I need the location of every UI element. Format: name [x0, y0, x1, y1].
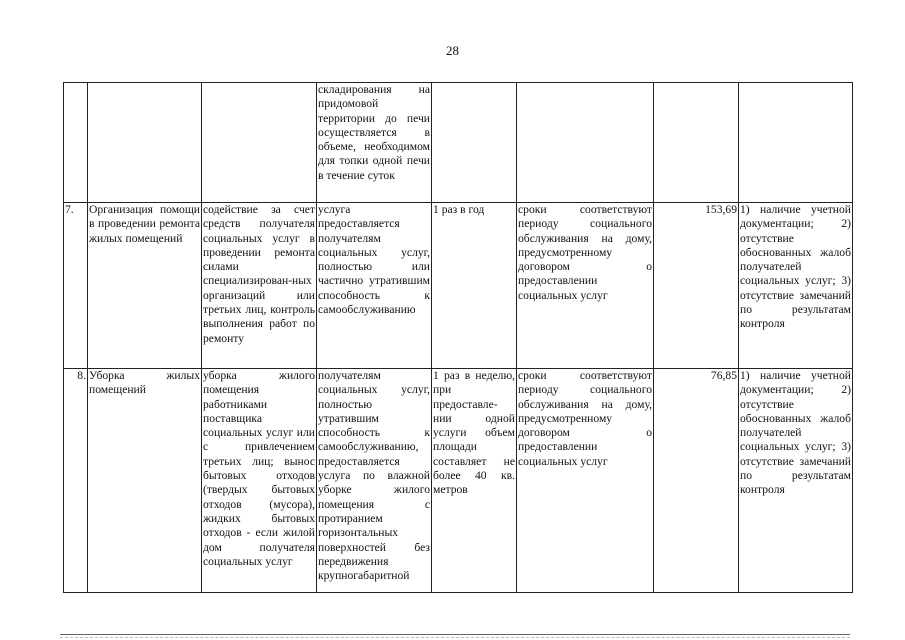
service-terms-cell: сроки соответствуют периоду социального обслуживания на дому, предусмотренному договором о предоставлении социальных услуг	[517, 369, 654, 593]
service-conditions-cell: получателям социальных услуг, полностью утратившим способность к самообслуживанию, предоставляется услуга по влажной уборке жилого помещения с протиранием горизонтальных поверхностей без передвижения крупногабаритной	[317, 369, 432, 593]
row-number-cell	[64, 83, 88, 203]
service-frequency-cell: 1 раз в год	[432, 203, 517, 369]
service-conditions-cell: услуга предоставляется получателям социальных услуг, полностью или частично утратившим способность к самообслуживанию	[317, 203, 432, 369]
service-name-cell: Организация помощи в проведении ремонта жилых помещений	[88, 203, 202, 369]
table-row	[64, 203, 853, 369]
page-number: 28	[446, 43, 459, 58]
service-frequency-cell	[432, 83, 517, 203]
table-row	[64, 369, 853, 593]
service-name-cell: Уборка жилых помещений	[88, 369, 202, 593]
page-bottom-scan-artifact	[60, 637, 850, 638]
row-number-cell: 7.	[64, 203, 88, 369]
service-frequency-cell: 1 раз в неделю, при предоставле-нии одной услуги объем площади составляет не более 40 кв. метров	[432, 369, 517, 593]
service-quality-cell: 1) наличие учетной документации; 2) отсутствие обоснованных жалоб получателей социальных услуг; 3) отсутствие замечаний по результатам контроля	[739, 203, 853, 369]
service-price-cell: 153,69	[654, 203, 739, 369]
service-terms-cell: сроки соответствуют периоду социального обслуживания на дому, предусмотренному договором о предоставлении социальных услуг	[517, 203, 654, 369]
service-price-cell: 76,85	[654, 369, 739, 593]
service-name-cell	[88, 83, 202, 203]
row-number-cell: 8.	[64, 369, 88, 593]
services-table	[63, 82, 853, 593]
service-quality-cell	[739, 83, 853, 203]
service-content-cell: содействие за счет средств получателя социальных услуг в проведении ремонта силами специализирован-ных организаций или третьих лиц, контроль выполнения работ по ремонту	[202, 203, 317, 369]
service-price-cell	[654, 83, 739, 203]
service-content-cell	[202, 83, 317, 203]
service-conditions-cell: складирования на придомовой территории до печи осуществляется в объеме, необходимом для топки одной печи в течение суток	[317, 83, 432, 203]
page-bottom-rule	[60, 634, 850, 635]
service-quality-cell: 1) наличие учетной документации; 2) отсутствие обоснованных жалоб получателей социальных услуг; 3) отсутствие замечаний по результатам контроля	[739, 369, 853, 593]
table-row	[64, 83, 853, 203]
service-content-cell: уборка жилого помещения работниками поставщика социальных услуг или с привлечением третьих лиц; вынос бытовых отходов (твердых бытовых отходов (мусора), жидких бытовых отходов - если жилой дом получателя социальных услуг	[202, 369, 317, 593]
service-terms-cell	[517, 83, 654, 203]
